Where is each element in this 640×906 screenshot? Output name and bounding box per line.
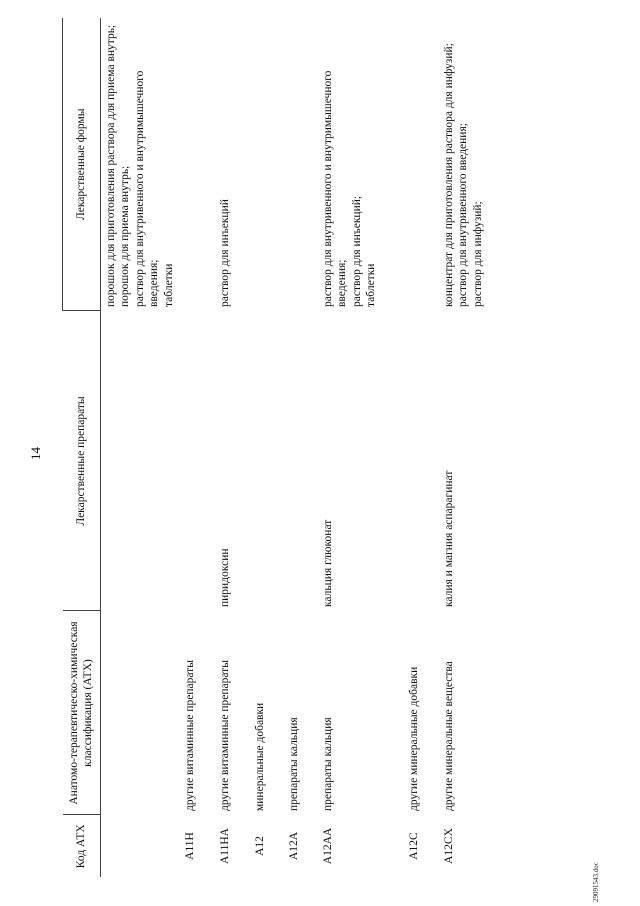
atc-class-cell: препараты кальция (287, 717, 300, 811)
header-drugs: Лекарственные препараты (63, 311, 101, 611)
table-row (318, 18, 404, 877)
drug-cell (250, 311, 284, 611)
dosage-forms-cell (250, 18, 284, 311)
table-row (284, 18, 318, 877)
drug-cell: калия и магния аспарагинат (442, 470, 455, 607)
table-header-row (63, 18, 101, 877)
drug-cell (404, 311, 439, 611)
header-atc-classification: Анатомо-терапевтическо-химическая классификация (АТХ) (63, 611, 101, 815)
dosage-forms-cell: раствор для инъекций (218, 199, 231, 307)
table-row (439, 18, 519, 877)
atc-class-cell: препараты кальция (321, 717, 334, 811)
atc-code-cell: A12CX (442, 828, 455, 864)
dosage-forms-cell: концентрат для приготовления раствора для инфузий; раствор для внутривенного введения; раствор для инфузий; (442, 43, 484, 307)
atc-code-cell: A12 (253, 836, 266, 856)
atc-code-cell: A11HA (218, 828, 231, 864)
atc-class-cell: минеральные добавки (253, 702, 266, 811)
dosage-forms-cell: раствор для внутривенного и внутримышечного введения; раствор для инъекций; таблетки (321, 70, 378, 307)
document-filename: 29091543.doc (592, 862, 600, 902)
atc-class-cell: другие витаминные препараты (183, 660, 196, 811)
drug-cell (284, 311, 318, 611)
atc-class-cell (100, 611, 179, 815)
table-row (215, 18, 250, 877)
atc-code-cell: A12C (407, 832, 420, 860)
table-row (100, 18, 179, 877)
dosage-forms-cell: порошок для приготовления раствора для приема внутрь; порошок для приема внутрь; раствор для внутривенного и внутримышечного введения; таблетки (104, 24, 176, 307)
atc-code-cell: A12AA (321, 827, 334, 865)
header-atc-code: Код АТХ (63, 815, 101, 877)
table-row (180, 18, 215, 877)
atc-code-cell (100, 815, 179, 877)
atc-code-cell: A12A (287, 831, 300, 861)
dosage-forms-cell (404, 18, 439, 311)
table-row (404, 18, 439, 877)
rotated-page-content (62, 0, 582, 905)
drug-cell (180, 311, 215, 611)
drug-cell: пиридоксин (218, 548, 231, 607)
table-row (250, 18, 284, 877)
atc-class-cell: другие минеральные вещества (442, 661, 455, 811)
atc-class-cell: другие минеральные добавки (407, 666, 420, 811)
dosage-forms-cell (180, 18, 215, 311)
atc-class-cell: другие витаминные препараты (218, 660, 231, 811)
page-number: 14 (28, 447, 43, 460)
dosage-forms-cell (284, 18, 318, 311)
atc-table (62, 18, 519, 877)
drug-cell (100, 311, 179, 611)
header-dosage-forms: Лекарственные формы (63, 18, 101, 311)
drug-cell: кальция глюконат (321, 519, 334, 607)
atc-code-cell: A11H (183, 832, 196, 860)
